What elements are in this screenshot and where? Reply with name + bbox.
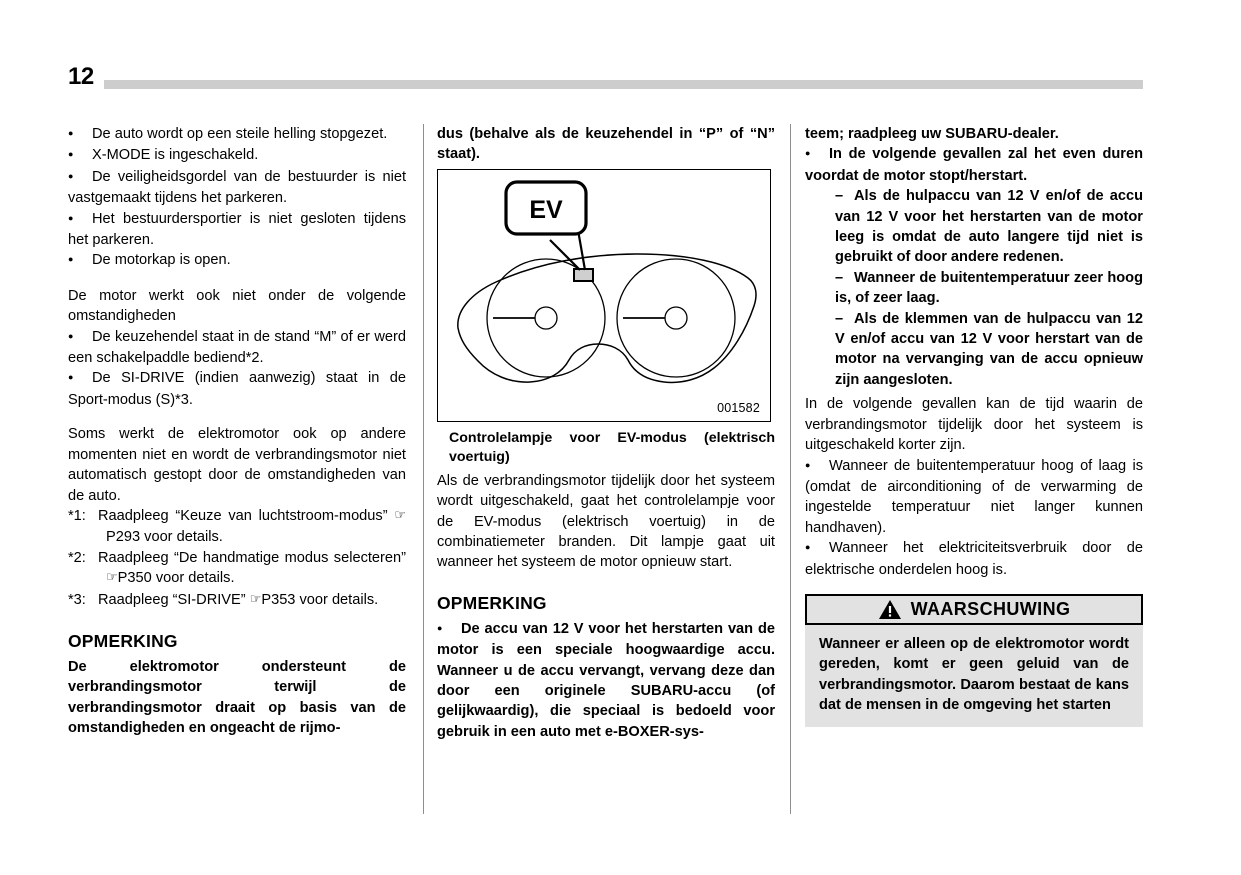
list-item (805, 144, 1143, 186)
figure-id: 001582 (717, 400, 760, 415)
paragraph-note-body: De elektromotor ondersteunt de verbrandingsmotor terwijl de verbrandingsmotor draait op basis van de omstandigheden en ongeacht de rijmo- (68, 658, 406, 737)
footnote-text-before: Raadpleeg “SI-DRIVE” (98, 591, 246, 608)
list-item-label: De keuzehendel staat in de stand “M” of er werd een schakelpaddle bediend*2. (68, 328, 406, 367)
list-item-label: De accu van 12 V voor het herstarten van de motor is een speciale hoogwaardige accu. Wanneer u de accu vervangt, vervang deze dan door een originele SUBARU-accu (of gelijkwaardig), die speciaal is bedoeld voor gebruik in een auto met e-BOXER-sys- (437, 620, 775, 740)
footnote-page-ref: P353 (261, 591, 296, 608)
list-item (437, 619, 775, 742)
page-number: 12 (68, 63, 94, 90)
paragraph-conditions-intro: De motor werkt ook niet onder de volgende omstandigheden (68, 287, 406, 325)
list-item (805, 538, 1143, 580)
dash-icon (835, 268, 854, 288)
list-item-label: De motorkap is open. (92, 252, 231, 269)
list-item (68, 209, 406, 251)
page-pointer-icon: ☞ (106, 570, 118, 586)
spacer (68, 410, 406, 424)
ev-indicator-lamp (574, 269, 593, 281)
spacer (68, 611, 406, 629)
sub-list-item-label: Wanneer de buitentemperatuur zeer hoog is, of zeer laag. (835, 269, 1143, 307)
content-columns (68, 124, 1143, 814)
footnote-text-after: voor details. (299, 591, 379, 608)
warning-box (805, 594, 1143, 727)
instrument-cluster-illustration (438, 170, 770, 420)
column-divider-2 (790, 124, 791, 814)
list-item-label: Het bestuurdersportier is niet gesloten tijdens het parkeren. (68, 210, 406, 249)
callout-leader-line-left (550, 240, 580, 270)
paragraph-soms: Soms werkt de elektromotor ook op andere momenten niet en wordt de verbrandingsmotor niet automatisch gestopt door de omstandigheden van de auto. (68, 426, 406, 504)
warning-text: Wanneer er alleen op de elektromotor wordt gereden, komt er geen geluid van de verbrandingsmotor. Daarom bestaat de kans dat de mensen in de omgeving het starten (819, 635, 1129, 714)
paragraph-continued: dus (behalve als de keuzehendel in “P” of “N” staat). (437, 126, 775, 163)
page-pointer-icon: ☞ (394, 507, 406, 523)
warning-body (805, 625, 1143, 727)
left-gauge-hub (535, 307, 557, 329)
section-heading-opmerking: OPMERKING (437, 592, 547, 613)
bullet-icon (805, 538, 829, 559)
callout-label: EV (529, 195, 563, 224)
footnote-label: *1: (68, 507, 86, 524)
list-item-label: De auto wordt op een steile helling stopgezet. (92, 126, 388, 142)
sub-list-item (835, 268, 1143, 309)
list-item (805, 456, 1143, 539)
list-item-label: Wanneer de buitentemperatuur hoog of laag is (omdat de airconditioning of de verwarming de ingestelde temperatuur niet langer kunnen handhaven). (805, 457, 1143, 536)
right-gauge-hub (665, 307, 687, 329)
dash-icon (835, 186, 854, 206)
bullet-icon (805, 456, 829, 477)
sub-list-item (835, 186, 1143, 268)
page-header (68, 62, 1143, 96)
bullet-icon (805, 144, 829, 165)
bullet-icon (68, 167, 92, 188)
column-3 (805, 124, 1143, 814)
column-1 (68, 124, 406, 814)
section-heading-opmerking: OPMERKING (68, 630, 178, 651)
spacer (805, 580, 1143, 594)
footnote-3 (68, 590, 406, 611)
footnote-2 (68, 548, 406, 590)
paragraph-ev-description: Als de verbrandingsmotor tijdelijk door het systeem wordt uitgeschakeld, gaat het controlelampje voor de EV-modus (elektrisch voertuig) in de combinatiemeter branden. Dit lampje gaat uit wanneer het systeem de motor opnieuw start. (437, 472, 775, 571)
footnote-label: *3: (68, 591, 86, 608)
list-item-label: In de volgende gevallen zal het even duren voordat de motor stopt/herstart. (805, 146, 1143, 184)
bullet-icon (68, 145, 92, 166)
list-item-label: De veiligheidsgordel van de bestuurder is niet vastgemaakt tijdens het parkeren. (68, 168, 406, 207)
paragraph-continued: teem; raadpleeg uw SUBARU-dealer. (805, 126, 1059, 142)
list-item (68, 145, 406, 166)
bullet-icon (68, 250, 92, 271)
footnote-text-after: voor details. (144, 529, 223, 546)
list-item-label: X-MODE is ingeschakeld. (92, 147, 259, 164)
bullet-icon (437, 619, 461, 640)
figure-caption: Controlelampje voor EV-modus (elektrisch voertuig) (449, 429, 775, 465)
footnote-text-before: Raadpleeg “Keuze van luchtstroom-modus” (98, 507, 388, 524)
spacer (68, 272, 406, 286)
page-pointer-icon: ☞ (249, 591, 262, 607)
bullet-icon (68, 368, 92, 389)
list-item (68, 124, 406, 145)
header-rule (104, 80, 1143, 89)
list-item (68, 250, 406, 271)
sub-list-item-label: Als de klemmen van de hulpaccu van 12 V en/of accu van 12 V voor herstart van de motor na vervanging van de accu opnieuw zijn aangesloten. (835, 310, 1143, 388)
column-2 (437, 124, 775, 814)
footnote-label: *2: (68, 549, 86, 566)
spacer (437, 573, 775, 591)
warning-triangle-icon (878, 599, 902, 620)
list-item (68, 327, 406, 369)
bullet-icon (68, 209, 92, 230)
footnote-text-before: Raadpleeg “De handmatige modus selecteren” (98, 549, 406, 566)
list-item-label: Wanneer het elektriciteitsverbruik door de elektrische onderdelen hoog is. (805, 540, 1143, 578)
warning-header (805, 594, 1143, 625)
footnote-page-ref: P350 (117, 570, 152, 587)
bullet-icon (68, 327, 92, 348)
footnote-page-ref: P293 (106, 529, 141, 546)
list-item (68, 368, 406, 410)
callout-leader-line-right (578, 230, 585, 270)
sub-list-item-label: Als de hulpaccu van 12 V en/of de accu van 12 V voor het herstarten van de motor leeg is omdat de auto langere tijd niet is gebruikt of door andere redenen. (835, 188, 1143, 266)
list-item (68, 167, 406, 209)
footnote-text-after: voor details. (155, 570, 235, 587)
list-item-label: De SI-DRIVE (indien aanwezig) staat in de Sport-modus (S)*3. (68, 370, 406, 408)
paragraph-volgende-gevallen: In de volgende gevallen kan de tijd waarin de verbrandingsmotor tijdelijk door het systeem is uitgeschakeld korter zijn. (805, 396, 1143, 454)
dash-icon (835, 309, 854, 329)
column-divider-1 (423, 124, 424, 814)
warning-title: WAARSCHUWING (910, 599, 1071, 620)
bullet-icon (68, 124, 92, 145)
sub-list-item (835, 309, 1143, 391)
figure-ev-indicator (437, 169, 771, 422)
footnote-1 (68, 506, 406, 548)
